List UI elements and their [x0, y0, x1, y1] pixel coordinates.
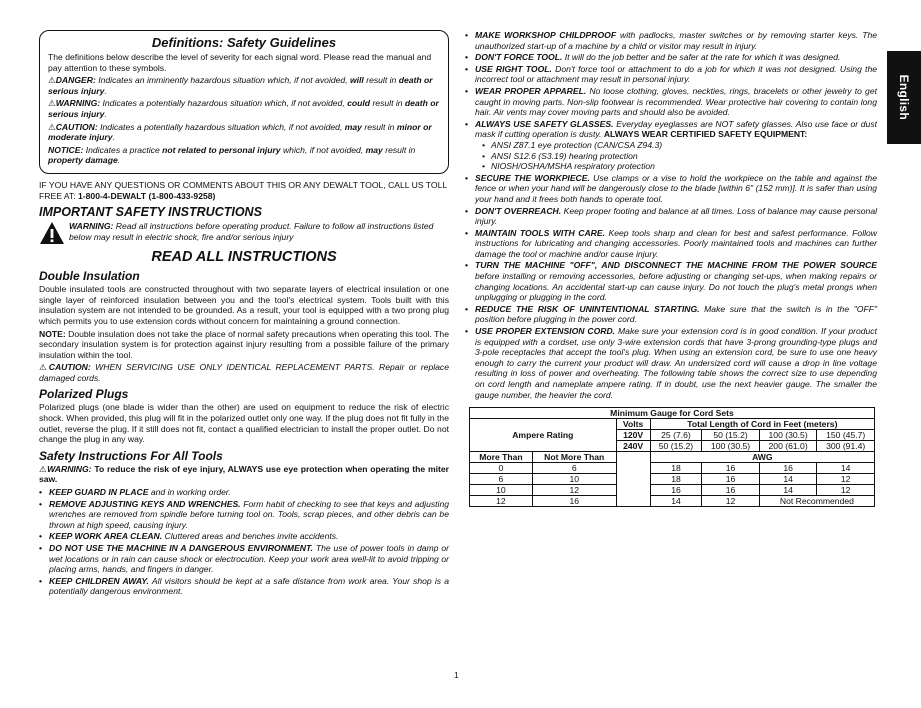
notice-definition: NOTICE: Indicates a practice not related to personal injury which, if not avoided, may result in property damage.	[48, 144, 416, 166]
table-cell: 14	[817, 463, 875, 474]
table-cell: 16	[650, 485, 702, 496]
list-item: • USE RIGHT TOOL. Don't force tool or attachment to do a job for which it was not designed. Using the incorrect tool or attachment may result in personal injury.	[475, 64, 877, 85]
polarized-plugs-title: Polarized Plugs	[39, 387, 129, 402]
read-all-instructions: READ ALL INSTRUCTIONS	[151, 249, 337, 266]
danger-definition: ⚠DANGER: Indicates an imminently hazardous situation which, if not avoided, will result in death or serious injury.	[48, 75, 433, 96]
table-cell: 18	[650, 463, 702, 474]
right-safety-list	[465, 30, 877, 400]
table-row	[470, 485, 875, 496]
table-cell: 12	[532, 485, 616, 496]
language-tab	[887, 51, 921, 144]
list-item: • KEEP WORK AREA CLEAN. Cluttered areas and benches invite accidents.	[49, 531, 449, 542]
warning-triangle-icon: ⚠	[39, 463, 48, 474]
table-cell: 16	[532, 496, 616, 507]
table-row	[470, 463, 875, 474]
list-item: • TURN THE MACHINE "OFF", AND DISCONNECT THE MACHINE FROM THE POWER SOURCE before installing or removing accessories, before adjusting or changing set-ups, when making repairs or changing locations. An accidental start-up can cause injury. Do not touch the plug's metal prongs when unplugging or plugging in the cord.	[475, 260, 877, 302]
contact-info: IF YOU HAVE ANY QUESTIONS OR COMMENTS ABOUT THIS OR ANY DEWALT TOOL, CALL US TOLL FREE AT: 1-800-4-DEWALT (1-800-433-9258)	[39, 179, 447, 201]
list-item: • REMOVE ADJUSTING KEYS AND WRENCHES. Form habit of checking to see that keys and adjusting wrenches are removed from spindle before turning tool on. Tools, scrap pieces, and other debris can be thrown at high speed, causing injury.	[49, 499, 449, 531]
table-cell: 6	[470, 474, 533, 485]
language-tab-label: English	[897, 74, 912, 121]
list-item: • USE PROPER EXTENSION CORD. Make sure your extension cord is in good condition. If your product is equipped with a cordset, use only 3-wire extension cords that have 3-prong grounding-type plugs and 3-pole receptacles that accept the tool's plug. When using an extension cord, be sure to use one heavy enough to carry the current your product will draw. An undersized cord will cause a drop in line voltage resulting in loss of power and overheating. The following table shows the correct size to use depending on cord length and nameplate ampere rating. If in doubt, use the next heavier gauge. The smaller the gauge number, the heavier the cord.	[475, 326, 877, 400]
not-more-than-header: Not More Than	[532, 452, 616, 463]
all-tools-warning: ⚠WARNING: To reduce the risk of eye injury, ALWAYS use eye protection when operating the miter saw.	[39, 463, 449, 485]
table-cell: 12	[817, 485, 875, 496]
list-item: • DON'T FORCE TOOL. It will do the job better and be safer at the rate for which it was designed.	[475, 52, 877, 63]
important-safety-title: IMPORTANT SAFETY INSTRUCTIONS	[39, 205, 262, 220]
list-item: • KEEP CHILDREN AWAY. All visitors should be kept at a safe distance from work area. Your shop is a potentially dangerous environment.	[49, 576, 449, 597]
table-cell: 16	[759, 463, 817, 474]
warning-triangle-icon: ⚠	[48, 75, 56, 86]
list-item: • DO NOT USE THE MACHINE IN A DANGEROUS ENVIRONMENT. The use of power tools in damp or wet locations or in rain can cause shock or electrocution. Keep your work area well-lit to avoid tripping or placing arms, hands, and fingers in danger.	[49, 543, 449, 575]
table-row	[470, 496, 875, 507]
cord-gauge-table	[469, 407, 875, 507]
list-item: • SECURE THE WORKPIECE. Use clamps or a vise to hold the workpiece on the table and against the fence or when your hand will be dangerously close to the blade [within 6" (152 mm)]. It is safer than using your hand and it frees both hands to operate tool.	[475, 173, 877, 205]
warning-triangle-icon: ⚠	[48, 98, 56, 109]
table-cell: 12	[817, 474, 875, 485]
important-warning: WARNING: Read all instructions before operating product. Failure to follow all instructions listed below may result in electric shock, fire and/or serious injury	[39, 221, 449, 245]
polarized-plugs-body: Polarized plugs (one blade is wider than the other) are used on equipment to reduce the risk of electric shock. When provided, this plug will fit in the polarized outlet only one way. If the plug does not fit fully in the outlet, reverse the plug. If it still does not fit, contact a qualified electrician to install the proper outlet. Do not change the plug in any way.	[39, 402, 449, 445]
table-cell: 50 (15.2)	[702, 430, 760, 441]
double-insulation-title: Double Insulation	[39, 269, 140, 284]
definitions-intro: The definitions below describe the level of severity for each signal word. Please read the manual and pay attention to these symbols.	[48, 52, 432, 73]
table-cell: 14	[650, 496, 702, 507]
safety-equipment-list	[475, 140, 877, 172]
list-item: • REDUCE THE RISK OF UNINTENTIONAL STARTING. Make sure that the switch is in the "OFF" position before plugging in the power cord.	[475, 304, 877, 325]
list-item: • NIOSH/OSHA/MSHA respiratory protection	[491, 161, 877, 172]
left-column	[39, 30, 449, 598]
list-item: • KEEP GUARD IN PLACE and in working order.	[49, 487, 449, 498]
table-cell: 150 (45.7)	[817, 430, 875, 441]
table-title: Minimum Gauge for Cord Sets	[470, 408, 875, 419]
all-tools-title: Safety Instructions For All Tools	[39, 448, 223, 463]
list-item: • MAINTAIN TOOLS WITH CARE. Keep tools sharp and clean for best and safest performance. Follow instructions for lubricating and changing accessories. Poorly maintained tools and machines can further damage the tool or machine and/or cause injury.	[475, 228, 877, 260]
warning-triangle-icon	[39, 221, 65, 245]
warning-triangle-icon: ⚠	[48, 121, 56, 132]
volts-240: 240V	[616, 441, 650, 452]
table-cell: 0	[470, 463, 533, 474]
caution-definition: ⚠CAUTION: Indicates a potentially hazardous situation which, if not avoided, may result in minor or moderate injury.	[48, 121, 432, 143]
double-insulation-note: NOTE: Double insulation does not take the place of normal safety precautions when operating this tool. The secondary insulation system is for protection against injury resulting from a possible failure of the primary insulation within the tool.	[39, 328, 449, 360]
list-item: • ANSI S12.6 (S3.19) hearing protection	[491, 151, 877, 162]
list-item: • WEAR PROPER APPAREL. No loose clothing, gloves, neckties, rings, bracelets or other jewelry to get caught in moving parts. Non-slip footwear is recommended. Wear protective hair covering to contain long hair. Air vents may cover moving parts and should also be avoided.	[475, 86, 877, 118]
volts-120: 120V	[616, 430, 650, 441]
table-cell: 10	[532, 474, 616, 485]
definitions-title: Definitions: Safety Guidelines	[151, 35, 337, 50]
table-cell: 14	[759, 485, 817, 496]
double-insulation-caution: ⚠CAUTION: WHEN SERVICING USE ONLY IDENTICAL REPLACEMENT PARTS. Repair or replace damaged cords.	[39, 362, 449, 383]
page-number: 1	[454, 670, 459, 680]
list-item: • ALWAYS USE SAFETY GLASSES. Everyday eyeglasses are NOT safety glasses. Also use face or dust mask if cutting operation is dusty. ALWAYS WEAR CERTIFIED SAFETY EQUIPMENT: • ANSI Z87.1 eye protection (CAN/CSA Z94.3) • ANSI S12.6 (S3.19) hearing protection • NIOSH/OSHA/MSHA respiratory protection	[475, 119, 877, 172]
table-cell: 200 (61.0)	[759, 441, 817, 452]
volts-header: Volts	[616, 419, 650, 430]
total-length-header: Total Length of Cord in Feet (meters)	[650, 419, 874, 430]
list-item: • ANSI Z87.1 eye protection (CAN/CSA Z94.3)	[491, 140, 877, 151]
table-cell: 16	[702, 463, 760, 474]
ampere-rating-header: Ampere Rating	[470, 419, 617, 452]
table-cell: 16	[702, 474, 760, 485]
table-cell: 100 (30.5)	[702, 441, 760, 452]
more-than-header: More Than	[470, 452, 533, 463]
table-cell: 300 (91.4)	[817, 441, 875, 452]
list-item: • MAKE WORKSHOP CHILDPROOF with padlocks, master switches or by removing starter keys. The unauthorized start-up of a machine by a child or visitor may result in injury.	[475, 30, 877, 51]
table-spacer	[616, 452, 650, 507]
table-cell: 18	[650, 474, 702, 485]
table-cell: 100 (30.5)	[759, 430, 817, 441]
double-insulation-body: Double insulated tools are constructed throughout with two separate layers of electrical insulation or one single layer of reinforced insulation between you and the tool's electrical system. Tools built with this insulation system are not intended to be grounded. As a result, your tool is equipped with a two prong plug which permits you to use extension cords without concern for maintaining a ground connection.	[39, 284, 449, 326]
awg-header: AWG	[650, 452, 874, 463]
table-cell: 12	[470, 496, 533, 507]
table-cell: 10	[470, 485, 533, 496]
right-column	[465, 30, 877, 507]
table-cell: 50 (15.2)	[650, 441, 702, 452]
definitions-box	[39, 30, 449, 174]
table-cell: 6	[532, 463, 616, 474]
not-recommended-cell: Not Recommended	[759, 496, 874, 507]
list-item: • DON'T OVERREACH. Keep proper footing and balance at all times. Loss of balance may cause personal injury.	[475, 206, 877, 227]
all-tools-list	[39, 487, 449, 597]
table-cell: 14	[759, 474, 817, 485]
table-cell: 12	[702, 496, 760, 507]
table-cell: 25 (7.6)	[650, 430, 702, 441]
table-cell: 16	[702, 485, 760, 496]
warning-triangle-icon: ⚠	[39, 362, 49, 373]
table-row	[470, 474, 875, 485]
warning-definition: ⚠WARNING: Indicates a potentially hazardous situation which, if not avoided, could result in death or serious injury.	[48, 98, 439, 119]
